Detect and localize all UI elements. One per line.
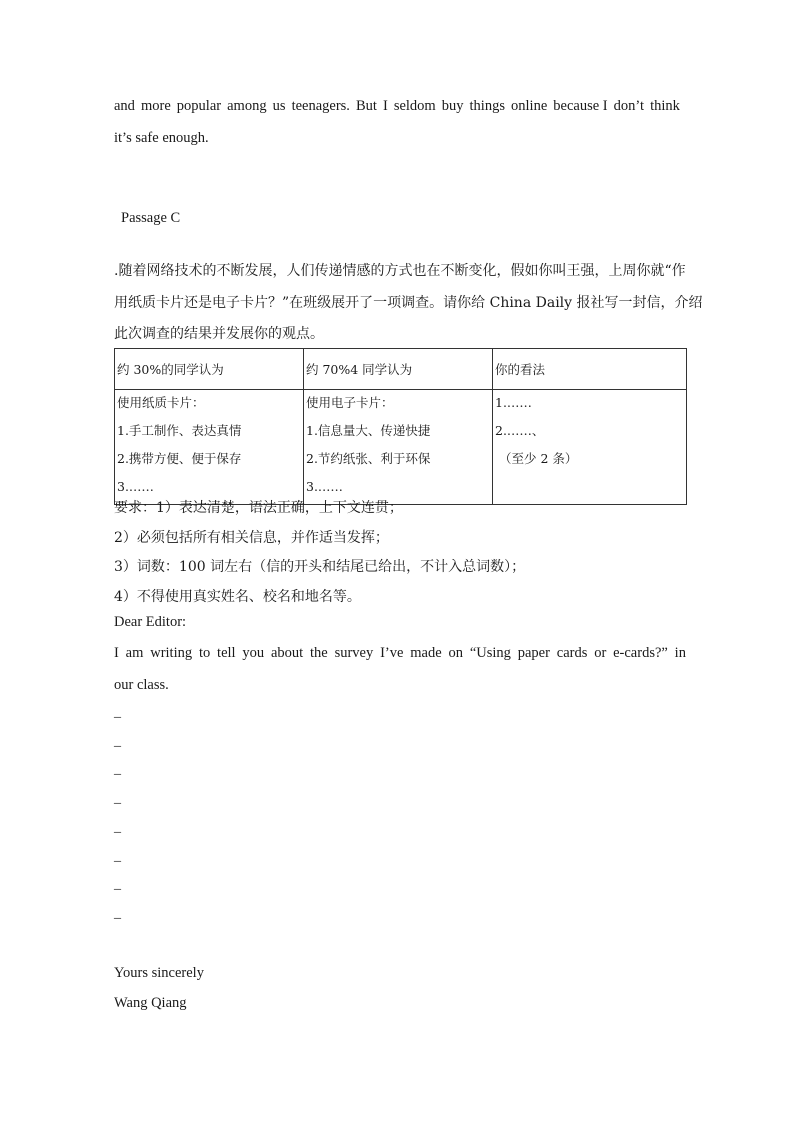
word: because I xyxy=(553,98,608,114)
table-row xyxy=(115,390,687,505)
word: am xyxy=(125,645,144,661)
table-cell-line: 2.携带方便、便于保存 xyxy=(117,451,242,466)
table-header-cell: 你的看法 xyxy=(493,349,687,390)
letter-opening-line-1 xyxy=(114,645,686,662)
table-cell-line: （至少 2 条） xyxy=(499,451,578,466)
word: us xyxy=(272,98,286,114)
table-cell-line: 1.…… xyxy=(495,395,532,410)
table-cell-paper-cards xyxy=(115,390,304,505)
word: I’ve xyxy=(380,645,404,661)
word: I xyxy=(114,645,119,661)
word: cards xyxy=(556,645,588,661)
word: think xyxy=(650,98,680,114)
letter-opening-line-2: our class. xyxy=(114,677,169,693)
table-header-row xyxy=(115,349,687,390)
word: seldom xyxy=(393,98,436,114)
table-cell-line: 使用纸质卡片： xyxy=(117,395,205,410)
survey-table xyxy=(114,348,687,505)
word: “Using xyxy=(469,645,511,661)
word: teenagers. xyxy=(291,98,350,114)
intro-line-1 xyxy=(114,98,680,115)
word: buy xyxy=(441,98,464,114)
answer-blank-line[interactable]: _ xyxy=(114,705,121,720)
requirement-item: 3）词数：100 词左右（信的开头和结尾已给出，不计入总词数）； xyxy=(114,559,526,575)
letter-salutation: Dear Editor: xyxy=(114,614,187,630)
word: don’t xyxy=(613,98,645,114)
prompt-line-1: .随着网络技术的不断发展，人们传递情感的方式也在不断变化，假如你叫王强，上周你就“作 xyxy=(114,263,686,279)
table-cell-your-opinion xyxy=(493,390,687,505)
table-cell-line: 3.…… xyxy=(306,479,343,494)
requirement-item: 2）必须包括所有相关信息，并作适当发挥； xyxy=(114,530,389,546)
table-cell-line: 2.节约纸张、利于环保 xyxy=(306,451,431,466)
letter-closing: Yours sincerely xyxy=(114,965,204,981)
table-cell-line: 使用电子卡片： xyxy=(306,395,394,410)
word: on xyxy=(448,645,463,661)
table-cell-line: 1.信息量大、传递快捷 xyxy=(306,423,431,438)
requirement-item: 要求：1）表达清楚，语法正确，上下文连贯； xyxy=(114,500,403,516)
table-header-cell: 约 30%的同学认为 xyxy=(115,349,304,390)
word: in xyxy=(674,645,686,661)
word: I xyxy=(382,98,388,114)
prompt-line-2: 用纸质卡片还是电子卡片？”在班级展开了一项调查。请你给 China Daily 报社写一封信，介绍 xyxy=(114,295,703,311)
word: the xyxy=(310,645,328,661)
word: online xyxy=(511,98,548,114)
table-cell-line: 2.……、 xyxy=(495,423,545,438)
passage-heading: Passage C xyxy=(121,210,181,226)
word: or xyxy=(594,645,607,661)
word: popular xyxy=(176,98,222,114)
word: writing xyxy=(150,645,193,661)
intro-line-2: it’s safe enough. xyxy=(114,130,209,146)
word: made xyxy=(410,645,442,661)
word: survey xyxy=(334,645,374,661)
table-header-cell: 约 70%4 同学认为 xyxy=(304,349,493,390)
word: paper xyxy=(517,645,550,661)
table-cell-e-cards xyxy=(304,390,493,505)
word: and xyxy=(114,98,135,114)
word: e-cards?” xyxy=(613,645,668,661)
word: tell xyxy=(217,645,236,661)
answer-blank-line[interactable]: _ xyxy=(114,877,121,892)
word: things xyxy=(469,98,505,114)
answer-blank-line[interactable]: _ xyxy=(114,906,121,921)
letter-signature: Wang Qiang xyxy=(114,995,187,1011)
prompt-line-3: 此次调查的结果并发展你的观点。 xyxy=(114,326,324,342)
word: about xyxy=(270,645,304,661)
answer-blank-line[interactable]: _ xyxy=(114,849,121,864)
requirement-item: 4）不得使用真实姓名、校名和地名等。 xyxy=(114,589,361,605)
table-cell-line: 3.…… xyxy=(117,479,154,494)
answer-blank-line[interactable]: _ xyxy=(114,820,121,835)
table-cell-line: 1.手工制作、表达真情 xyxy=(117,423,242,438)
answer-blank-line[interactable]: _ xyxy=(114,791,121,806)
word: more xyxy=(140,98,171,114)
word: to xyxy=(198,645,211,661)
word: among xyxy=(227,98,267,114)
answer-blank-line[interactable]: _ xyxy=(114,734,121,749)
word: you xyxy=(242,645,265,661)
word: But xyxy=(355,98,377,114)
answer-blank-line[interactable]: _ xyxy=(114,762,121,777)
